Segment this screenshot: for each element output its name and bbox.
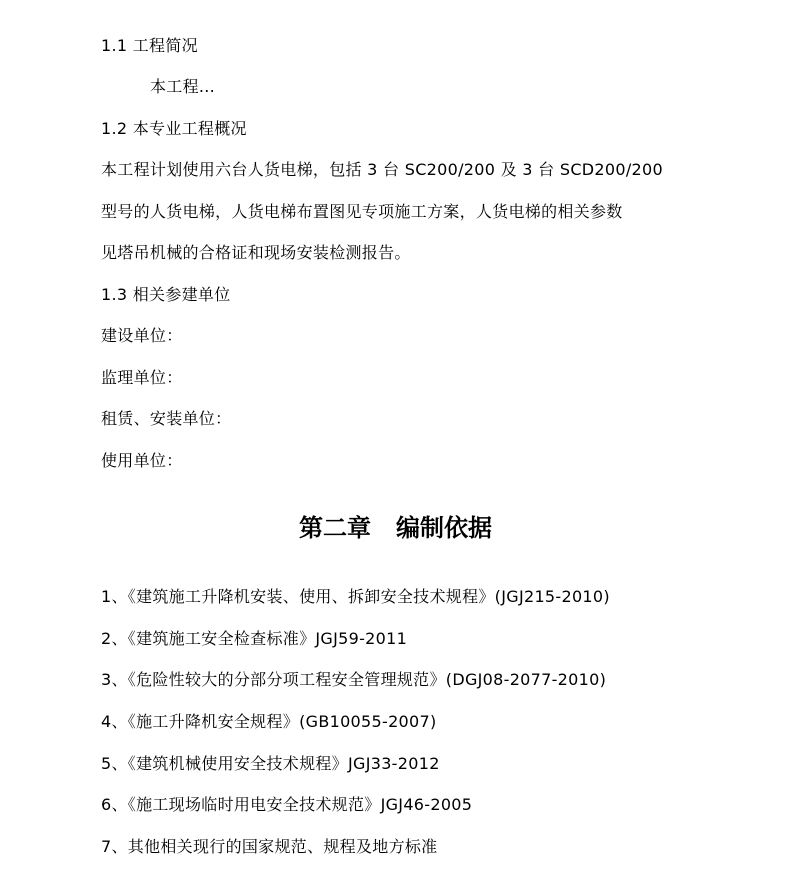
reference-item-3: 3、《危险性较大的分部分项工程安全管理规范》(DGJ08-2077-2010) [101,670,607,689]
section-1-2-line-3: 见塔吊机械的合格证和现场安装检测报告。 [101,243,411,262]
section-1-2-heading: 1.2 本专业工程概况 [101,119,247,138]
unit-construction: 建设单位： [101,326,183,345]
section-1-2-line-2: 型号的人货电梯，人货电梯布置图见专项施工方案，人货电梯的相关参数 [101,202,623,221]
unit-leasing-installation: 租赁、安装单位： [101,409,232,428]
reference-item-1: 1、《建筑施工升降机安装、使用、拆卸安全技术规程》(JGJ215-2010) [101,587,610,606]
unit-user: 使用单位： [101,451,183,470]
chapter-2-title: 第二章 编制依据 [298,513,493,542]
reference-item-5: 5、《建筑机械使用安全技术规程》JGJ33-2012 [101,754,440,773]
reference-item-6: 6、《施工现场临时用电安全技术规范》JGJ46-2005 [101,795,473,814]
unit-supervision: 监理单位： [101,368,183,387]
reference-item-7: 7、其他相关现行的国家规范、规程及地方标准 [101,837,438,856]
reference-item-4: 4、《施工升降机安全规程》(GB10055-2007) [101,712,437,731]
section-1-1-body: 本工程... [150,77,216,96]
reference-item-2: 2、《建筑施工安全检查标准》JGJ59-2011 [101,629,408,648]
section-1-3-heading: 1.3 相关参建单位 [101,285,231,304]
section-1-1-heading: 1.1 工程简况 [101,36,198,55]
section-1-2-line-1: 本工程计划使用六台人货电梯，包括 3 台 SC200/200 及 3 台 SCD200/200 [101,160,663,179]
